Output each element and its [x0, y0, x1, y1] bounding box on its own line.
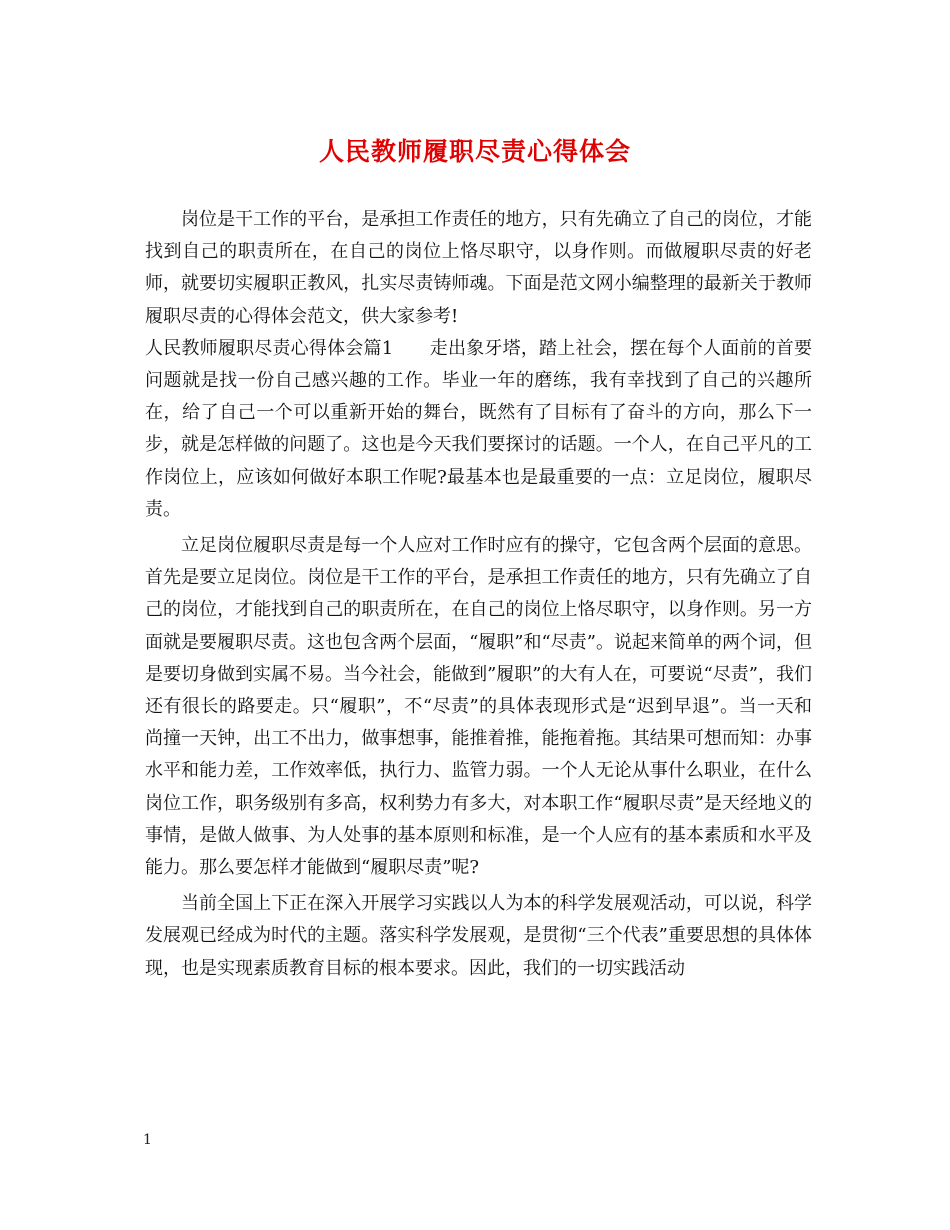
document-title: 人民教师履职尽责心得体会	[318, 137, 631, 166]
document-body	[145, 204, 812, 985]
paragraph-scientific-development: 当前全国上下正在深入开展学习实践以人为本的科学发展观活动，可以说，科学发展观已经成为时代的主题。落实科学发展观，是贯彻“三个代表”重要思想的具体体现，也是实现素质教育目标的根本要求。因此，我们的一切实践活动	[145, 893, 812, 979]
paragraph-article-1: 人民教师履职尽责心得体会篇1 走出象牙塔，踏上社会，摆在每个人面前的首要问题就是找一份自己感兴趣的工作。毕业一年的磨练，我有幸找到了自己的兴趣所在，给了自己一个可以重新开始的舞台，既然有了目标有了奋斗的方向，那么下一步，就是怎样做的问题了。这也是今天我们要探讨的话题。一个人，在自己平凡的工作岗位上，应该如何做好本职工作呢?最基本也是最重要的一点：立足岗位，履职尽责。	[145, 337, 812, 520]
page-number: 1	[143, 1132, 152, 1148]
paragraph-position-duty: 立足岗位履职尽责是每一个人应对工作时应有的操守，它包含两个层面的意思。首先是要立足岗位。岗位是干工作的平台，是承担工作责任的地方，只有先确立了自己的岗位，才能找到自己的职责所在，在自己的岗位上恪尽职守，以身作则。另一方面就是要履职尽责。这也包含两个层面，“履职”和“尽责”。说起来简单的两个词，但是要切身做到实属不易。当今社会，能做到”履职”的大有人在，可要说“尽责”，我们还有很长的路要走。只“履职”，不“尽责”的具体表现形式是“迟到早退”。当一天和尚撞一天钟，出工不出力，做事想事，能推着推，能拖着拖。其结果可想而知：办事水平和能力差，工作效率低，执行力、监管力弱。一个人无论从事什么职业，在什么岗位工作，职务级别有多高，权利势力有多大，对本职工作“履职尽责”是天经地义的事情，是做人做事、为人处事的基本原则和标准，是一个人应有的基本素质和水平及能力。那么要怎样才能做到“履职尽责”呢?	[145, 535, 812, 879]
paragraph-intro: 岗位是干工作的平台，是承担工作责任的地方，只有先确立了自己的岗位，才能找到自己的职责所在，在自己的岗位上恪尽职守，以身作则。而做履职尽责的好老师，就要切实履职正教风，扎实尽责铸师魂。下面是范文网小编整理的最新关于教师履职尽责的心得体会范文，供大家参考!	[145, 209, 812, 327]
